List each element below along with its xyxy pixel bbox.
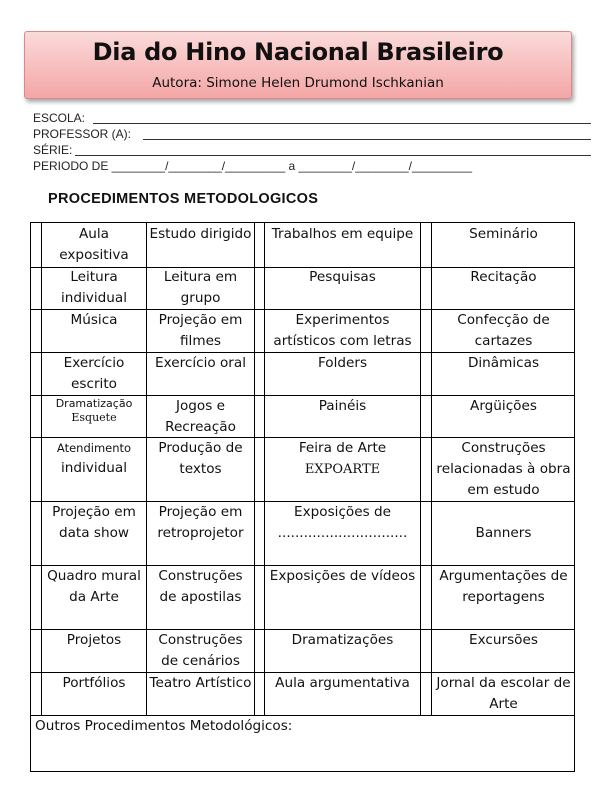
table-cell: Jornal da escolar de Arte xyxy=(436,675,571,712)
serie-label: SÉRIE: xyxy=(33,143,73,157)
table-cell-feira xyxy=(265,438,420,480)
cell-line: EXPOARTE xyxy=(304,462,381,477)
table-cell: Construções de apostilas xyxy=(158,568,243,605)
table-cell: Pesquisas xyxy=(309,269,376,285)
table-cell-dramatizacao xyxy=(42,397,146,425)
table-cell: Projeção em data show xyxy=(52,504,136,541)
col-divider xyxy=(420,223,421,715)
table-cell: Música xyxy=(70,312,118,328)
table-cell: Estudo dirigido xyxy=(149,226,252,242)
table-cell: Projeção em filmes xyxy=(158,312,243,349)
cell-line: Esquete xyxy=(71,411,117,424)
cell-line: Dramatização xyxy=(55,397,133,410)
author-line: Autora: Simone Helen Drumond Ischkanian xyxy=(152,75,444,91)
cell-line: individual xyxy=(61,460,127,476)
serie-field[interactable] xyxy=(33,143,72,157)
table-cell: Aula expositiva xyxy=(59,226,129,263)
table-cell: Trabalhos em equipe xyxy=(271,226,414,242)
table-cell: Teatro Artístico xyxy=(149,675,252,691)
table-cell: Aula argumentativa xyxy=(275,675,410,691)
table-cell: Projetos xyxy=(66,632,122,648)
professor-label: PROFESSOR (A): xyxy=(33,127,132,141)
table-cell: Banners xyxy=(475,525,532,541)
table-cell: Argumentações de reportagens xyxy=(439,568,568,605)
professor-line xyxy=(143,139,591,140)
table-cell: Exercício escrito xyxy=(63,355,125,392)
table-cell: Construções de cenários xyxy=(158,632,243,669)
table-cell: Exposições de .............................. xyxy=(277,504,408,541)
table-cell: Confecção de cartazes xyxy=(457,312,550,349)
table-cell: Portfólios xyxy=(62,675,126,691)
escola-line xyxy=(93,123,591,124)
table-cell: Excursões xyxy=(469,632,538,648)
table-cell: Dinâmicas xyxy=(467,355,540,371)
col-divider xyxy=(254,223,255,715)
cell-line: Atendimento xyxy=(56,441,132,455)
cell-line: Feira de Arte xyxy=(298,440,387,456)
procedures-table xyxy=(30,222,575,772)
periodo-field[interactable]: PERIODO DE ________/________/_________ a ________/________/_________ xyxy=(33,159,473,173)
table-cell: Dramatizações xyxy=(291,632,394,648)
table-cell: Quadro mural da Arte xyxy=(47,568,141,605)
table-cell: Seminário xyxy=(469,226,538,242)
table-cell: Painéis xyxy=(318,398,367,414)
table-cell: Recitação xyxy=(470,269,537,285)
escola-field[interactable] xyxy=(33,111,85,125)
table-cell: Experimentos artísticos com letras xyxy=(273,312,412,349)
page-title: Dia do Hino Nacional Brasileiro xyxy=(92,38,504,66)
table-cell: Exercício oral xyxy=(154,355,247,371)
table-cell: Produção de textos xyxy=(158,440,243,477)
professor-field[interactable] xyxy=(33,127,131,141)
table-cell: Construções relacionadas à obra em estudo xyxy=(436,440,571,498)
table-cell: Folders xyxy=(317,355,368,371)
table-cell: Exposições de vídeos xyxy=(269,568,416,584)
table-cell: Leitura individual xyxy=(61,269,127,306)
escola-label: ESCOLA: xyxy=(33,111,86,125)
title-banner xyxy=(24,31,572,99)
table-cell-atendimento xyxy=(42,438,146,479)
table-cell: Projeção em retroprojetor xyxy=(157,504,244,541)
table-cell: Jogos e Recreação xyxy=(165,398,236,435)
table-cell: Leitura em grupo xyxy=(163,269,238,306)
serie-line xyxy=(75,155,591,156)
table-cell: Argüições xyxy=(470,398,537,414)
section-title: PROCEDIMENTOS METODOLOGICOS xyxy=(48,191,319,207)
outros-label[interactable]: Outros Procedimentos Metodológicos: xyxy=(35,718,293,734)
